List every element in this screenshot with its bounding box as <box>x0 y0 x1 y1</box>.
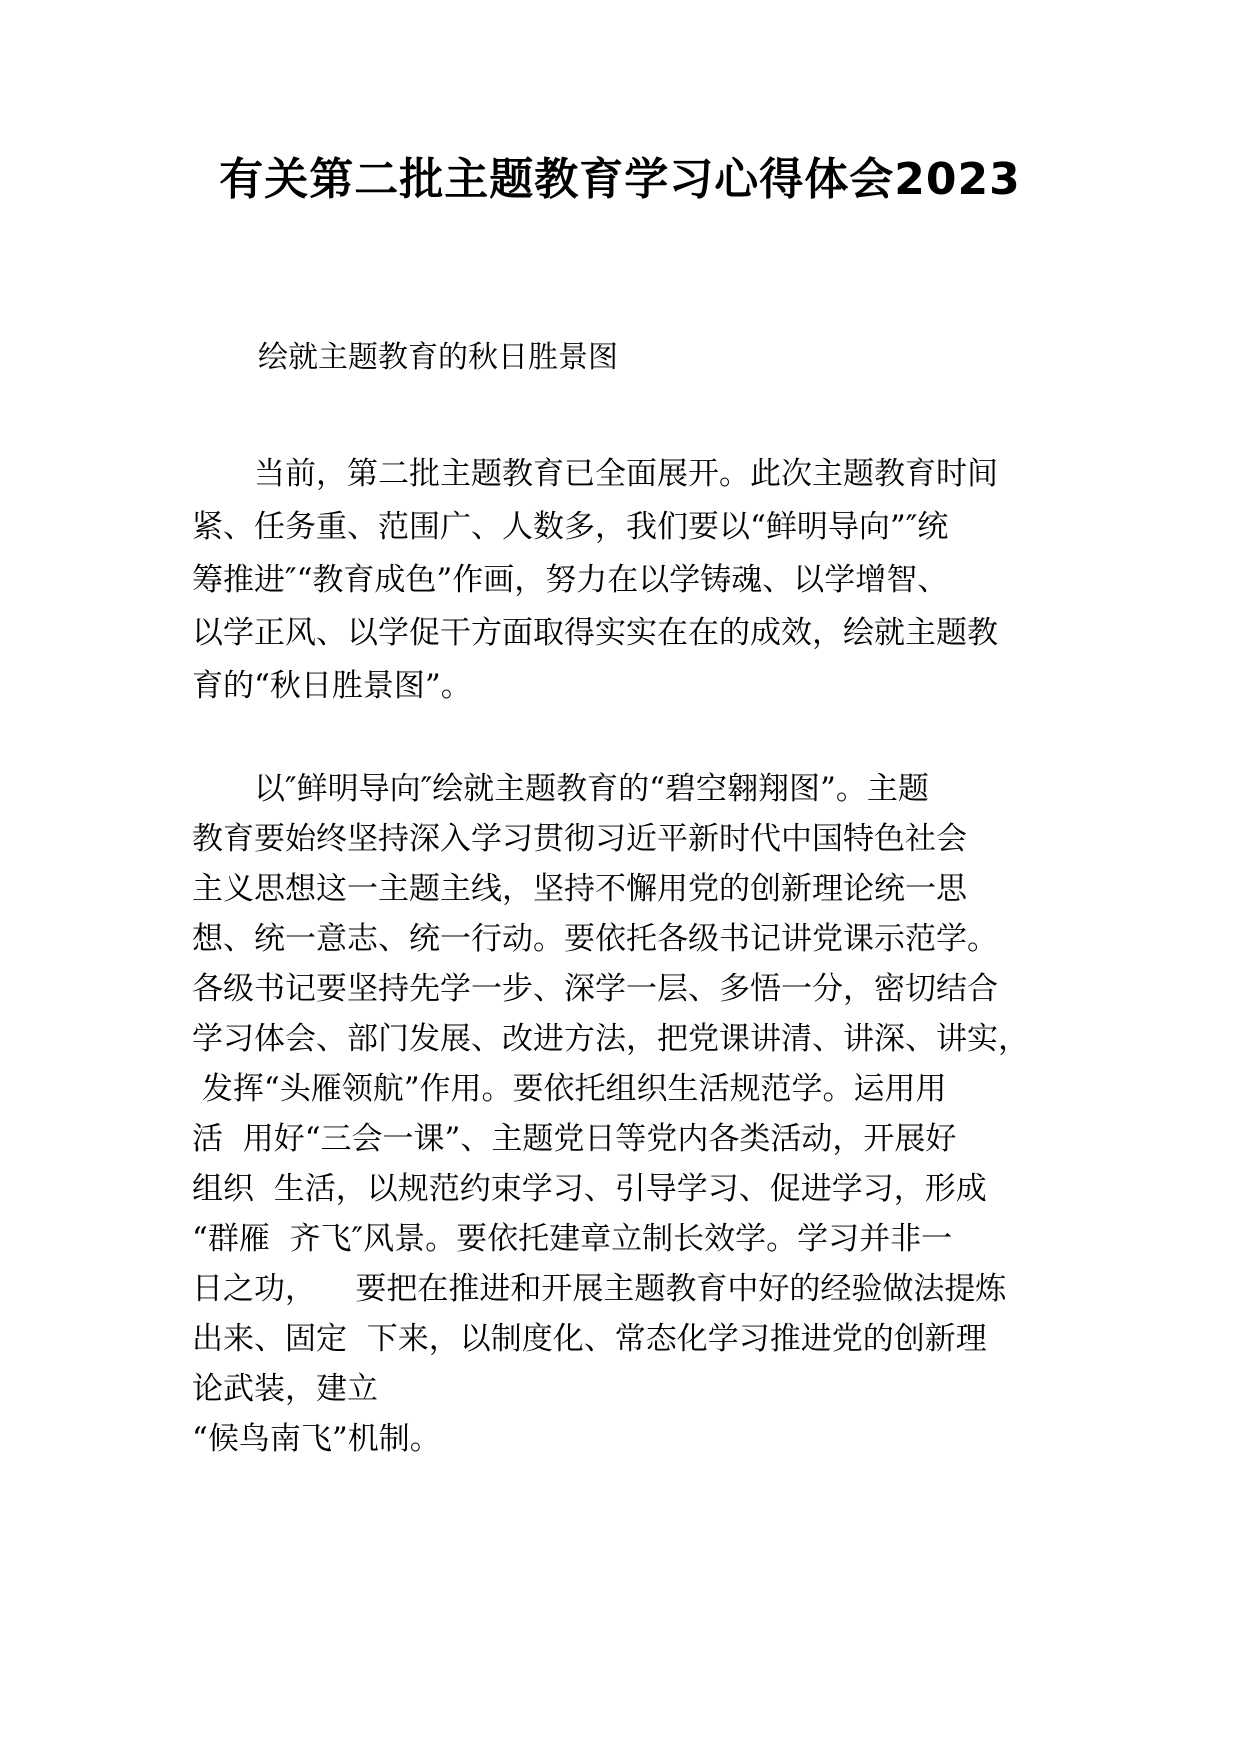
paragraph-line: 各级书记要坚持先学一步、深学一层、多悟一分，密切结合 <box>192 971 998 1007</box>
paragraph-2 <box>192 764 1052 1464</box>
paragraph-line: 以″鲜明导向″绘就主题教育的“碧空翱翔图”。主题 <box>192 771 929 807</box>
paragraph-line: 筹推进″“教育成色”作画，努力在以学铸魂、以学增智、 <box>192 562 949 598</box>
paragraph-line: 育的“秋日胜景图”。 <box>192 668 472 704</box>
paragraph-line: 以学正风、以学促干方面取得实实在在的成效，绘就主题教 <box>192 615 998 651</box>
paragraph-line: “候鸟南飞”机制。 <box>192 1421 441 1457</box>
paragraph-line: 论武装，建立 <box>192 1371 378 1407</box>
paragraph-line: 日之功， 要把在推进和开展主题教育中好的经验做法提炼 <box>192 1271 1007 1307</box>
paragraph-1 <box>192 448 1052 713</box>
paragraph-line: 当前，第二批主题教育已全面展开。此次主题教育时间 <box>192 456 998 492</box>
paragraph-line: 发挥“头雁领航”作用。要依托组织生活规范学。运用用 <box>192 1071 947 1107</box>
paragraph-line: 学习体会、部门发展、改进方法，把党课讲清、讲深、讲实， <box>192 1021 1029 1057</box>
paragraph-line: 组织 生活，以规范约束学习、引导学习、促进学习，形成 <box>192 1171 987 1207</box>
section-subtitle: 绘就主题教育的秋日胜景图 <box>258 340 618 375</box>
paragraph-line: 教育要始终坚持深入学习贯彻习近平新时代中国特色社会 <box>192 821 967 857</box>
paragraph-line: 出来、固定 下来，以制度化、常态化学习推进党的创新理 <box>192 1321 987 1357</box>
document-title: 有关第二批主题教育学习心得体会2023 <box>219 154 1021 205</box>
paragraph-line: 紧、任务重、范围广、人数多，我们要以“鲜明导向”″统 <box>192 509 949 545</box>
paragraph-line: 活 用好“三会一课”、主题党日等党内各类活动，开展好 <box>192 1121 957 1157</box>
paragraph-line: 想、统一意志、统一行动。要依托各级书记讲党课示范学。 <box>192 921 998 957</box>
paragraph-line: 主义思想这一主题主线，坚持不懈用党的创新理论统一思 <box>192 871 967 907</box>
paragraph-line: “群雁 齐飞″风景。要依托建章立制长效学。学习并非一 <box>192 1221 953 1257</box>
